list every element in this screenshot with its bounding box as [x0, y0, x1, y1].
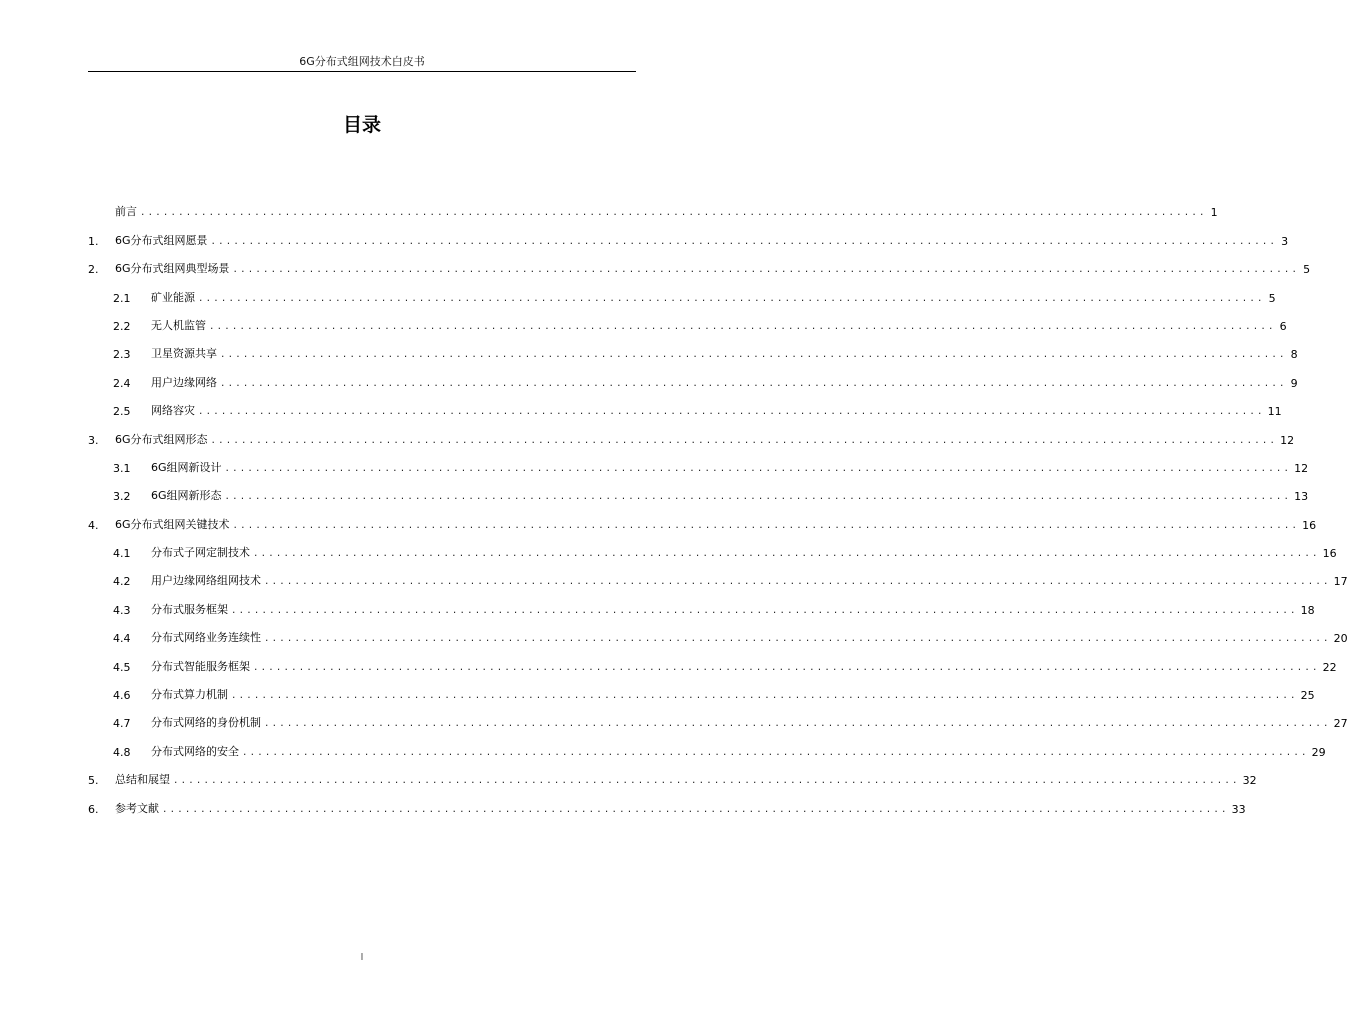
dot-leader: ............................................................................................................................................: [210, 435, 1278, 446]
toc-entry[interactable]: [88, 793, 1246, 821]
toc-entry-page: 1: [1210, 206, 1218, 220]
toc-entry-number: 6.: [88, 802, 99, 816]
toc-entry-number: 4.5: [113, 660, 131, 674]
toc-entry[interactable]: [88, 311, 1287, 339]
dot-leader: ............................................................................................................................................: [220, 378, 1287, 389]
dot-leader: ............................................................................................................................................: [242, 747, 1309, 758]
toc-entry-title: 6G分布式组网形态: [115, 432, 208, 446]
toc-entry-page: 20: [1333, 632, 1348, 646]
toc-entry[interactable]: [88, 736, 1326, 764]
toc-entry[interactable]: [88, 538, 1337, 566]
toc-entry-title: 总结和展望: [115, 773, 170, 787]
toc-entry-page: 5: [1268, 291, 1276, 305]
toc-entry[interactable]: [88, 509, 1317, 537]
toc-entry-title: 网络容灾: [151, 404, 195, 418]
toc-entry-page: 11: [1267, 405, 1282, 419]
toc-entry-title: 分布式网络业务连续性: [151, 631, 261, 645]
toc-entry[interactable]: [88, 254, 1311, 282]
dot-leader: ............................................................................................................................................: [264, 634, 1331, 645]
toc-entry[interactable]: [88, 339, 1298, 367]
toc-entry[interactable]: [88, 594, 1315, 622]
toc-entry-number: 2.: [88, 263, 99, 277]
toc-entry-title: 卫星资源共享: [151, 347, 217, 361]
toc-entry-title: 分布式网络的身份机制: [151, 716, 261, 730]
toc-entry[interactable]: [88, 623, 1348, 651]
toc-entry-title: 分布式算力机制: [151, 688, 228, 702]
toc-entry[interactable]: [88, 396, 1282, 424]
toc-entry-title: 分布式网络的安全: [151, 744, 239, 758]
toc-entry-title: 用户边缘网络: [151, 375, 217, 389]
toc-entry[interactable]: [88, 197, 1218, 225]
toc-entry[interactable]: [88, 225, 1289, 253]
toc-entry[interactable]: [88, 367, 1298, 395]
dot-leader: ............................................................................................................................................: [231, 691, 1298, 702]
toc-entry[interactable]: [88, 708, 1348, 736]
toc-entry-number: 3.2: [113, 490, 131, 504]
toc-entry-number: 2.2: [113, 319, 131, 333]
toc-entry-page: 33: [1231, 802, 1246, 816]
toc-entry-page: 27: [1333, 717, 1348, 731]
toc-entry-title: 6G组网新设计: [151, 460, 222, 474]
dot-leader: ............................................................................................................................................: [198, 407, 1265, 418]
toc-entry-title: 6G分布式组网关键技术: [115, 517, 230, 531]
toc-entry-page: 9: [1290, 376, 1298, 390]
toc-entry[interactable]: [88, 481, 1309, 509]
toc-entry-page: 29: [1311, 745, 1326, 759]
toc-entry-number: 4.1: [113, 547, 131, 561]
toc-entry-number: 4.3: [113, 603, 131, 617]
toc-entry-number: 2.5: [113, 405, 131, 419]
dot-leader: ............................................................................................................................................: [232, 265, 1300, 276]
toc-entry-page: 32: [1242, 774, 1257, 788]
dot-leader: ............................................................................................................................................: [210, 236, 1278, 247]
dot-leader: ............................................................................................................................................: [224, 492, 1292, 503]
toc-entry-page: 13: [1294, 490, 1309, 504]
toc-entry-number: 4.4: [113, 632, 131, 646]
dot-leader: ............................................................................................................................................: [140, 208, 1207, 219]
toc-entry-title: 用户边缘网络组网技术: [151, 574, 261, 588]
toc-list: [88, 197, 1348, 822]
toc-entry[interactable]: [88, 424, 1295, 452]
toc-entry-number: 4.6: [113, 689, 131, 703]
dot-leader: ............................................................................................................................................: [264, 719, 1331, 730]
header-divider: [88, 71, 636, 72]
toc-heading: 目录: [342, 114, 381, 136]
toc-entry-number: 4.7: [113, 717, 131, 731]
toc-entry-page: 17: [1333, 575, 1348, 589]
toc-entry-number: 2.1: [113, 291, 131, 305]
dot-leader: ............................................................................................................................................: [220, 350, 1287, 361]
toc-entry-page: 5: [1303, 263, 1311, 277]
running-header: 6G分布式组网技术白皮书: [299, 55, 425, 68]
toc-entry[interactable]: [88, 566, 1348, 594]
toc-entry-title: 矿业能源: [151, 290, 195, 304]
dot-leader: ............................................................................................................................................: [209, 321, 1276, 332]
toc-entry-number: 2.4: [113, 376, 131, 390]
toc-entry-page: 25: [1300, 689, 1315, 703]
toc-entry-number: 5.: [88, 774, 99, 788]
toc-entry-page: 22: [1322, 660, 1337, 674]
toc-entry-page: 6: [1279, 319, 1287, 333]
toc-entry-number: 3.1: [113, 461, 131, 475]
dot-leader: ............................................................................................................................................: [224, 463, 1292, 474]
toc-entry-page: 16: [1322, 547, 1337, 561]
dot-leader: ............................................................................................................................................: [232, 520, 1300, 531]
toc-entry-number: 1.: [88, 234, 99, 248]
toc-entry-page: 3: [1281, 234, 1289, 248]
toc-entry-page: 12: [1294, 461, 1309, 475]
dot-leader: ............................................................................................................................................: [173, 776, 1240, 787]
toc-entry[interactable]: [88, 680, 1315, 708]
toc-entry-page: 18: [1300, 603, 1315, 617]
toc-entry-number: 3.: [88, 433, 99, 447]
toc-entry-title: 分布式服务框架: [151, 602, 228, 616]
toc-entry-title: 6G分布式组网典型场景: [115, 262, 230, 276]
toc-entry-title: 无人机监管: [151, 318, 206, 332]
toc-entry-page: 16: [1302, 518, 1317, 532]
dot-leader: ............................................................................................................................................: [162, 804, 1229, 815]
toc-entry[interactable]: [88, 282, 1276, 310]
toc-entry-title: 6G分布式组网愿景: [115, 233, 208, 247]
dot-leader: ............................................................................................................................................: [198, 293, 1265, 304]
toc-entry-page: 12: [1280, 433, 1295, 447]
toc-entry-title: 参考文献: [115, 801, 159, 815]
toc-entry-title: 分布式子网定制技术: [151, 546, 250, 560]
toc-entry-number: 4.8: [113, 745, 131, 759]
toc-entry-title: 分布式智能服务框架: [151, 659, 250, 673]
dot-leader: ............................................................................................................................................: [253, 549, 1320, 560]
toc-entry[interactable]: [88, 651, 1337, 679]
toc-entry-title: 6G组网新形态: [151, 489, 222, 503]
dot-leader: ............................................................................................................................................: [253, 662, 1320, 673]
toc-entry-page: 8: [1290, 348, 1298, 362]
toc-entry[interactable]: [88, 765, 1257, 793]
toc-entry[interactable]: [88, 453, 1309, 481]
dot-leader: ............................................................................................................................................: [231, 605, 1298, 616]
toc-entry-number: 4.: [88, 518, 99, 532]
toc-entry-number: 4.2: [113, 575, 131, 589]
toc-entry-title: 前言: [115, 205, 137, 219]
toc-entry-number: 2.3: [113, 348, 131, 362]
page-number: I: [360, 952, 364, 963]
dot-leader: ............................................................................................................................................: [264, 577, 1331, 588]
